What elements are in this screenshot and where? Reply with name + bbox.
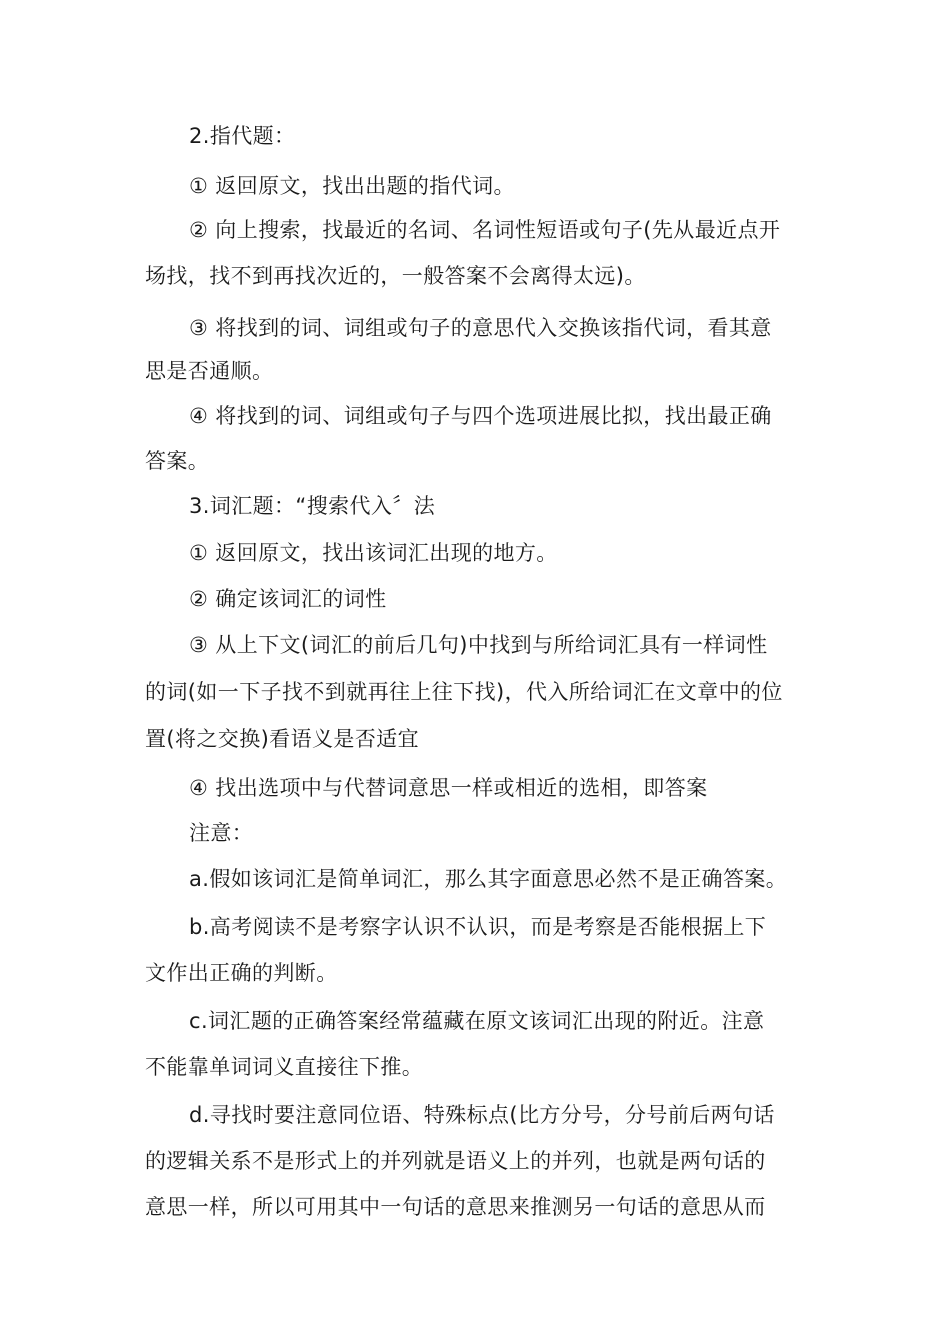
vocab-step-3-line-1: ③ 从上下文(词汇的前后几句)中找到与所给词汇具有一样词性 <box>189 633 768 657</box>
step-1-text: ① 返回原文，找出出题的指代词。 <box>189 174 515 198</box>
section-heading-pointer: 2.指代题： <box>189 124 296 148</box>
step-2-line-2: 场找，找不到再找次近的，一般答案不会离得太远)。 <box>145 264 646 288</box>
step-4-line-2: 答案。 <box>145 449 210 473</box>
note-c-line-2: 不能靠单词词义直接往下推。 <box>145 1055 424 1079</box>
note-b-line-2: 文作出正确的判断。 <box>145 961 338 985</box>
vocab-step-1: ① 返回原文，找出该词汇出现的地方。 <box>189 541 558 565</box>
note-d-line-1: d.寻找时要注意同位语、特殊标点(比方分号，分号前后两句话 <box>189 1103 775 1127</box>
note-d-line-3: 意思一样，所以可用其中一句话的意思来推测另一句话的意思从而 <box>145 1195 766 1219</box>
step-3-line-2: 思是否通顺。 <box>145 359 274 383</box>
vocab-step-3-line-3: 置(将之交换)看语义是否适宜 <box>145 727 419 751</box>
note-a: a.假如该词汇是简单词汇，那么其字面意思必然不是正确答案。 <box>189 867 788 891</box>
vocab-step-2: ② 确定该词汇的词性 <box>189 587 387 611</box>
vocab-step-3-line-2: 的词(如一下子找不到就再往上往下找)，代入所给词汇在文章中的位 <box>145 680 783 704</box>
step-3-line-1: ③ 将找到的词、词组或句子的意思代入交换该指代词，看其意 <box>189 316 772 340</box>
step-4-line-1: ④ 将找到的词、词组或句子与四个选项进展比拟，找出最正确 <box>189 404 772 428</box>
note-c-line-1: c.词汇题的正确答案经常蕴藏在原文该词汇出现的附近。注意 <box>189 1009 765 1033</box>
note-d-line-2: 的逻辑关系不是形式上的并列就是语义上的并列，也就是两句话的 <box>145 1149 766 1173</box>
step-2-line-1: ② 向上搜索，找最近的名词、名词性短语或句子(先从最近点开 <box>189 218 781 242</box>
vocab-step-4: ④ 找出选项中与代替词意思一样或相近的选相，即答案 <box>189 776 708 800</box>
section-heading-vocabulary: 3.词汇题：“搜索代入〞法 <box>189 494 436 518</box>
note-heading: 注意： <box>189 821 254 845</box>
note-b-line-1: b.高考阅读不是考察字认识不认识，而是考察是否能根据上下 <box>189 915 767 939</box>
